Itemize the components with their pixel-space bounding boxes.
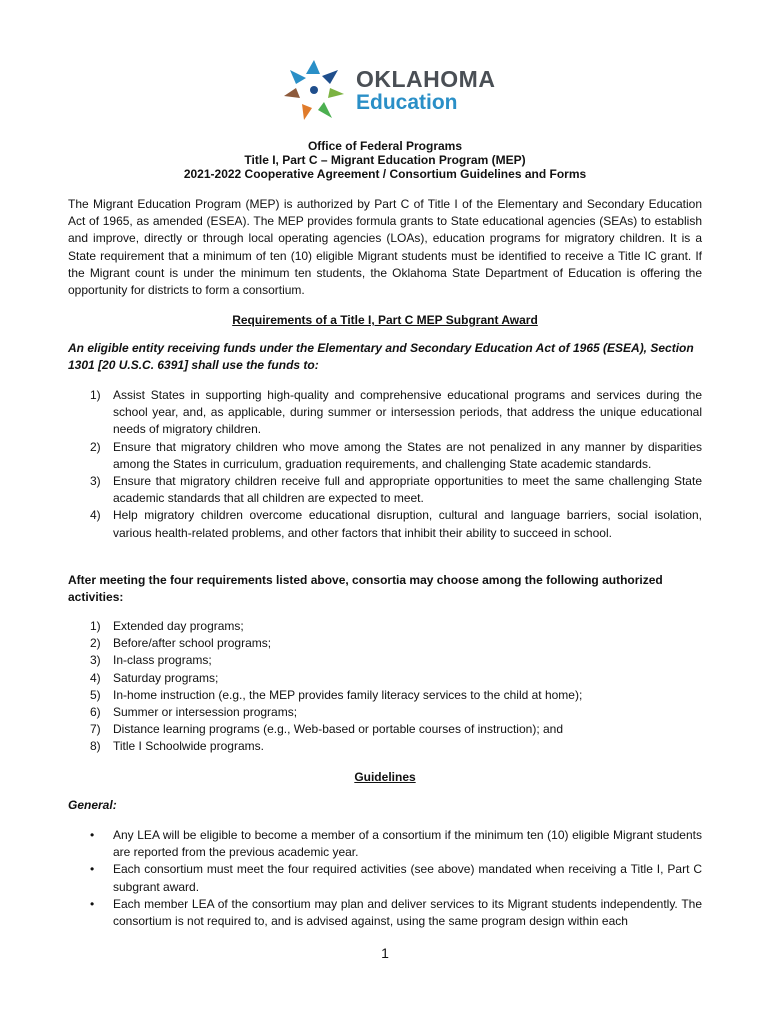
list-text: Ensure that migratory children receive full and appropriate opportunities to meet the same challenging State academic standards that all children are expected to meet. — [113, 474, 702, 506]
list-item — [68, 473, 702, 507]
requirements-heading: Requirements of a Title I, Part C MEP Subgrant Award — [232, 313, 538, 327]
list-number: 5) — [90, 687, 101, 702]
list-item — [68, 861, 702, 895]
list-text: Each member LEA of the consortium may plan and deliver services to its Migrant students independently. The consortium is not required to, and is advised against, using the same program design within each — [113, 896, 702, 929]
list-text: Ensure that migratory children who move among the States are not penalized in any manner by disparities among the States in curriculum, graduation requirements, and challenging State academic standards. — [113, 439, 702, 471]
list-text: Distance learning programs (e.g., Web-based or portable courses of instruction); and — [113, 722, 564, 737]
list-text: Before/after school programs; — [113, 636, 272, 651]
list-text: Any LEA will be eligible to become a member of a consortium if the minimum ten (10) eligible Migrant students are reported from the previous academic year. — [113, 828, 702, 860]
header-program: Title I, Part C – Migrant Education Program (MEP) — [244, 153, 526, 167]
list-item — [68, 635, 702, 652]
list-text: In-home instruction (e.g., the MEP provides family literacy services to the child at home); — [113, 687, 583, 702]
list-number: 4) — [90, 670, 101, 685]
list-text: Extended day programs; — [113, 619, 244, 633]
list-text: Each consortium must meet the four required activities (see above) mandated when receiving a Title I, Part C subgrant award. — [113, 862, 702, 894]
list-item — [68, 439, 702, 473]
intro-paragraph — [68, 196, 702, 299]
list-item — [68, 704, 702, 721]
list-number: 7) — [90, 722, 101, 737]
bullet-icon: • — [90, 896, 95, 911]
list-item — [68, 387, 702, 439]
list-number: 6) — [90, 705, 101, 720]
list-item — [68, 687, 702, 704]
star-logo-icon — [282, 58, 346, 122]
header-title: 2021-2022 Cooperative Agreement / Consortium Guidelines and Forms — [183, 167, 587, 181]
list-number: 3) — [90, 653, 101, 668]
requirements-lead: An eligible entity receiving funds under the Elementary and Secondary Education Act of 1965 (ESEA), Section 1301 [20 U.S.C. 6391] shall use the funds to: — [68, 341, 694, 373]
guidelines-subheading: General: — [68, 798, 117, 812]
header-office: Office of Federal Programs — [307, 139, 463, 153]
list-number: 8) — [90, 739, 101, 754]
activities-list — [68, 618, 702, 756]
list-text: Title I Schoolwide programs. — [113, 739, 264, 754]
list-item — [68, 896, 702, 930]
list-item — [68, 618, 702, 635]
list-item — [68, 738, 702, 755]
page-number: 1 — [381, 945, 389, 961]
intro-text: The Migrant Education Program (MEP) is authorized by Part C of Title I of the Elementary and Secondary Education Act of 1965, as amended (ESEA). The MEP provides formula grants to State educational agencies (SEAs) to establish and improve, directly or through local operating agencies (LOAs), education programs for migratory children. It is a State requirement that a minimum of ten (10) eligible Migrant students must be identified to receive a Title IC grant. If the Migrant count is under the minimum ten students, the Oklahoma State Department of Education is offering the opportunity for districts to form a consortium. — [68, 197, 702, 298]
list-number: 4) — [90, 508, 101, 523]
requirements-list — [68, 387, 702, 542]
guidelines-heading: Guidelines — [354, 770, 416, 784]
list-number: 1) — [90, 388, 101, 402]
list-number: 2) — [90, 636, 101, 651]
oklahoma-education-logo — [282, 58, 496, 122]
activities-lead: After meeting the four requirements listed above, consortia may choose among the following authorized activities: — [68, 573, 663, 605]
list-text: Saturday programs; — [113, 670, 219, 685]
list-number: 3) — [90, 474, 101, 489]
list-text: Summer or intersession programs; — [113, 705, 298, 720]
list-item — [68, 827, 702, 861]
list-item — [68, 507, 702, 541]
list-item — [68, 721, 702, 738]
list-text: In-class programs; — [113, 653, 212, 668]
list-item — [68, 670, 702, 687]
logo-wordmark: OKLAHOMA — [356, 66, 496, 92]
bullet-icon: • — [90, 828, 95, 842]
bullet-icon: • — [90, 862, 95, 877]
logo-subtitle: Education — [356, 91, 458, 114]
guidelines-list — [68, 827, 702, 930]
list-text: Help migratory children overcome educational disruption, cultural and language barriers, social isolation, various health-related problems, and other factors that inhibit their ability to succeed in school. — [113, 508, 702, 540]
list-item — [68, 652, 702, 669]
list-number: 1) — [90, 619, 101, 633]
list-number: 2) — [90, 439, 101, 454]
list-text: Assist States in supporting high-quality and comprehensive educational programs and services during the school year, and, as applicable, during summer or intersession periods, that address the unique educational needs of migratory children. — [113, 388, 702, 437]
